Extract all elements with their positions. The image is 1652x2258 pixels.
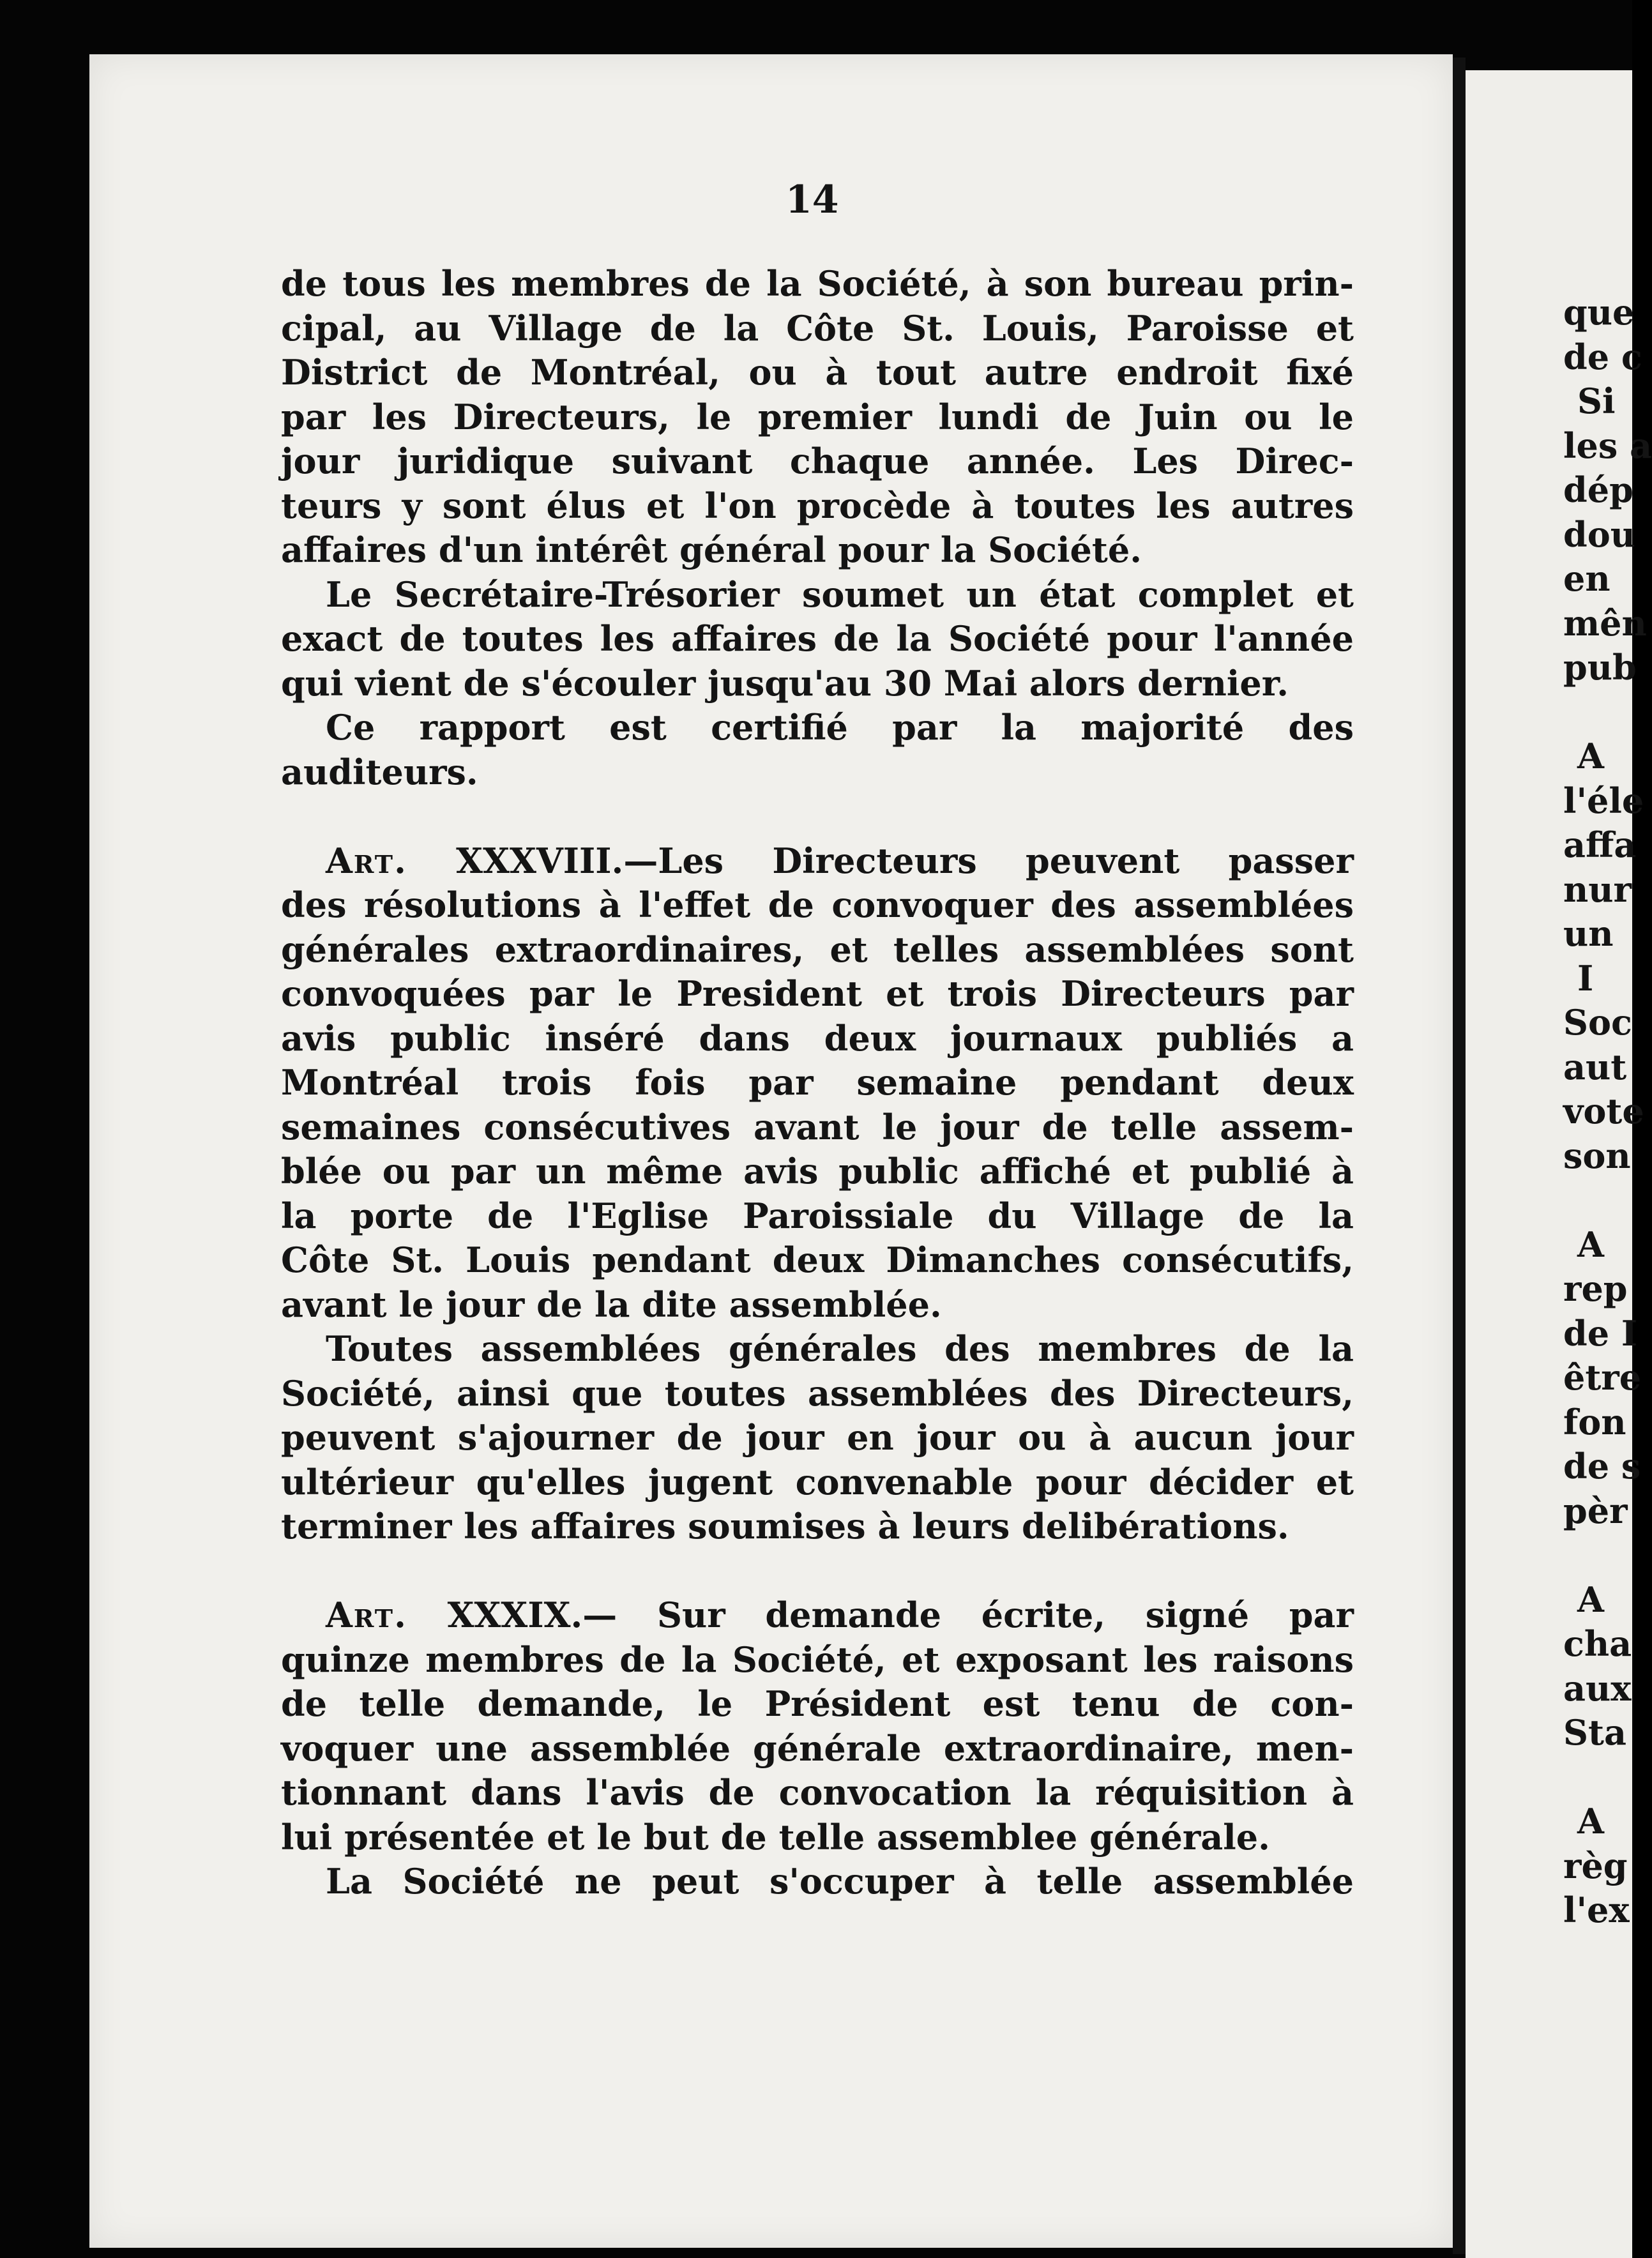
- text-line: ultérieur qu'elles jugent convenable pour décider et: [281, 1461, 1354, 1503]
- facing-line: en: [1563, 558, 1610, 599]
- text-line: de tous les membres de la Société, à son bureau prin-: [281, 263, 1354, 304]
- text-line: avant le jour de la dite assemblée.: [281, 1284, 942, 1325]
- facing-line: l'ex: [1563, 1890, 1630, 1930]
- facing-line: les a: [1563, 425, 1652, 466]
- facing-line: son: [1563, 1135, 1631, 1176]
- facing-line: dép: [1563, 469, 1633, 510]
- text-line: des résolutions à l'effet de convoquer des assemblées: [281, 884, 1354, 925]
- article-heading-line: [281, 839, 1354, 884]
- article-number: XXXVIII.: [456, 840, 624, 881]
- facing-line: A: [1577, 1579, 1604, 1620]
- text-line: lui présentée et le but de telle assemblee générale.: [281, 1816, 1270, 1858]
- text-line: la porte de l'Eglise Paroissiale du Village de la: [281, 1195, 1354, 1236]
- page-body: [281, 262, 1354, 1904]
- text-line: Côte St. Louis pendant deux Dimanches consécutifs,: [281, 1239, 1354, 1280]
- facing-line: fon: [1563, 1401, 1626, 1443]
- text-line: affaires d'un intérêt général pour la Société.: [281, 529, 1142, 570]
- book-gutter: [1453, 57, 1466, 2254]
- facing-line: dou: [1563, 513, 1636, 555]
- facing-line: de c: [1563, 336, 1642, 377]
- facing-line: Soc: [1563, 1002, 1632, 1043]
- text-line: convoquées par le President et trois Directeurs par: [281, 973, 1354, 1014]
- text-line: — Sur demande écrite, signé par: [582, 1595, 1354, 1635]
- facing-line: I: [1577, 957, 1594, 999]
- text-line: jour juridique suivant chaque année. Les Direc-: [281, 441, 1354, 481]
- text-line: Montréal trois fois par semaine pendant deux: [281, 1062, 1354, 1103]
- facing-line: mên: [1563, 602, 1647, 644]
- paragraph-gap: [281, 794, 1354, 839]
- text-line: Ce rapport est certifié par la majorité des: [326, 707, 1354, 748]
- facing-line: un: [1563, 913, 1614, 954]
- facing-gap: [1563, 690, 1652, 735]
- text-line: teurs y sont élus et l'on procède à toutes les autres: [281, 485, 1354, 526]
- text-line: qui vient de s'écouler jusqu'au 30 Mai alors dernier.: [281, 662, 1289, 704]
- facing-gap: [1563, 1533, 1652, 1578]
- text-line: quinze membres de la Société, et exposant les raisons: [281, 1639, 1354, 1680]
- text-line: générales extraordinaires, et telles assemblées sont: [281, 928, 1354, 970]
- text-line: semaines consécutives avant le jour de telle assem-: [281, 1106, 1354, 1148]
- facing-line: pèr: [1563, 1490, 1628, 1531]
- facing-line: règ: [1563, 1845, 1628, 1886]
- facing-line: affa: [1563, 824, 1637, 865]
- article-label: Art.: [326, 1595, 407, 1635]
- text-line: auditeurs.: [281, 751, 478, 792]
- text-line: voquer une assemblée générale extraordinaire, men-: [281, 1727, 1354, 1769]
- facing-page-fragments: [1563, 291, 1652, 1933]
- facing-line: être: [1563, 1357, 1642, 1398]
- facing-line: l'éle: [1563, 780, 1644, 821]
- facing-line: aut: [1563, 1046, 1627, 1087]
- text-line: par les Directeurs, le premier lundi de Juin ou le: [281, 396, 1354, 437]
- facing-gap: [1563, 1178, 1652, 1223]
- facing-line: A: [1577, 1801, 1604, 1842]
- facing-line: vote: [1563, 1091, 1644, 1132]
- article-heading-line: [281, 1593, 1354, 1638]
- text-line: District de Montréal, ou à tout autre endroit fixé: [281, 352, 1354, 393]
- article-number: XXXIX.: [447, 1595, 583, 1635]
- facing-gap: [1563, 1755, 1652, 1800]
- text-line: terminer les affaires soumises à leurs delibérations.: [281, 1506, 1289, 1547]
- page-number: 14: [785, 178, 839, 222]
- facing-line: aux: [1563, 1667, 1632, 1709]
- text-line: Le Secrétaire-Trésorier soumet un état complet et: [326, 573, 1354, 615]
- text-line: peuvent s'ajourner de jour en jour ou à aucun jour: [281, 1417, 1354, 1458]
- text-line: tionnant dans l'avis de convocation la réquisition à: [281, 1772, 1354, 1813]
- paragraph-gap: [281, 1549, 1354, 1594]
- text-line: blée ou par un même avis public affiché et publié à: [281, 1151, 1354, 1192]
- text-line: Société, ainsi que toutes assemblées des Directeurs,: [281, 1372, 1354, 1414]
- facing-line: A: [1577, 736, 1604, 777]
- text-line: —Les Directeurs peuvent passer: [623, 840, 1354, 881]
- facing-line: A: [1577, 1224, 1604, 1265]
- facing-line: nur: [1563, 868, 1632, 910]
- text-line: cipal, au Village de la Côte St. Louis, Paroisse et: [281, 307, 1354, 349]
- facing-line: que: [1563, 292, 1635, 333]
- facing-line: rep: [1563, 1268, 1628, 1309]
- article-label: Art.: [326, 840, 407, 881]
- facing-line: de s: [1563, 1446, 1641, 1487]
- text-line: avis public inséré dans deux journaux publiés a: [281, 1017, 1354, 1059]
- facing-line: Si: [1577, 381, 1616, 421]
- text-line: Toutes assemblées générales des membres de la: [326, 1328, 1354, 1369]
- facing-line: de I: [1563, 1312, 1638, 1354]
- facing-line: cha: [1563, 1623, 1632, 1664]
- facing-line: Sta: [1563, 1712, 1626, 1753]
- facing-line: pub: [1563, 647, 1637, 688]
- text-line: exact de toutes les affaires de la Société pour l'année: [281, 618, 1354, 659]
- text-line: La Société ne peut s'occuper à telle assemblée: [326, 1861, 1354, 1902]
- text-line: de telle demande, le Président est tenu de con-: [281, 1683, 1354, 1724]
